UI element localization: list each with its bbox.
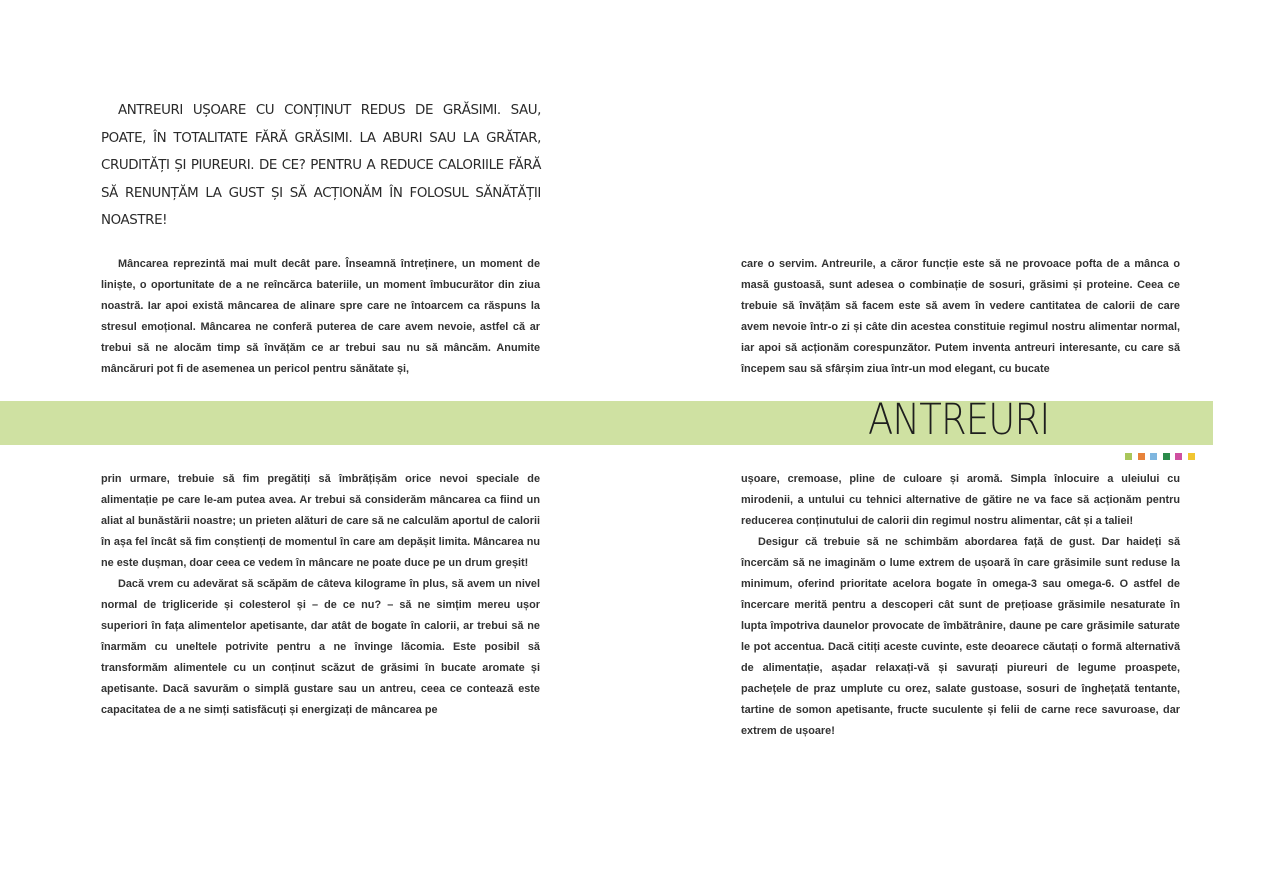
color-swatch (1138, 453, 1145, 460)
section-title: ANTREURI (868, 395, 1050, 445)
color-swatches (1125, 453, 1195, 460)
color-swatch (1175, 453, 1182, 460)
body-paragraph: Desigur că trebuie să ne schimbăm abordarea față de gust. Dar haideți să încercăm să ne imaginăm o lume extrem de ușoară în care grăsimile sunt reduse la minimum, oferind prioritate acelora bogate în omega-3 sau omega-6. O astfel de încercare merită pentru a descoperi cât sunt de prețioase grăsimile nesaturate în lupta împotriva daunelor provocate de îmbătrânire, daune pe care grăsimile saturate le pot accentua. Dacă citiți aceste cuvinte, este deoarece căutați o formă alternativă de alimentație, așadar relaxați-vă și savurați piureuri de legume proaspete, pachețele de praz umplute cu orez, salate gustoase, sosuri de înghețată tentante, tartine de somon apetisante, fructe suculente și felii de carne rece savuroase, dar extrem de ușoare! (741, 536, 1180, 737)
right-column-bottom (741, 469, 1180, 742)
body-paragraph: prin urmare, trebuie să fim pregătiți să îmbrățișăm orice nevoi speciale de alimentație pe care le-am putea avea. Ar trebui să considerăm mâncarea ca fiind un aliat al bunăstării noastre; un prieten alături de care să ne calculăm aportul de calorii în așa fel încât să fim conștienți de momentul în care am depășit limita. Mâncarea nu ne este dușman, doar ceea ce vedem în mâncare ne poate duce pe un drum greșit! (101, 473, 540, 569)
color-swatch (1163, 453, 1170, 460)
left-column-bottom (101, 469, 540, 721)
color-swatch (1188, 453, 1195, 460)
body-paragraph: ușoare, cremoase, pline de culoare și aromă. Simpla înlocuire a uleiului cu mirodenii, a untului cu tehnici alternative de gătire ne va face să acționăm pentru reducerea conținutului de calorii din regimul nostru alimentar, cât și a taliei! (741, 473, 1180, 527)
body-paragraph: Mâncarea reprezintă mai mult decât pare. Înseamnă întreținere, un moment de liniște, o oportunitate de a ne reîncărca bateriile, un moment îmbucurător din ziua noastră. Iar apoi există mâncarea de alinare spre care ne întoarcem ca răspuns la stresul emoțional. Mâncarea ne conferă puterea de care avem nevoie, astfel că ar trebui să ne alocăm timp să învățăm ce ar trebui sau nu să mâncăm. Anumite mâncăruri pot fi de asemenea un pericol pentru sănătate și, (101, 258, 540, 375)
intro-paragraph: ANTREURI UȘOARE CU CONȚINUT REDUS DE GRĂSIMI. SAU, POATE, ÎN TOTALITATE FĂRĂ GRĂSIMI. LA ABURI SAU LA GRĂTAR, CRUDITĂȚI ȘI PIUREURI. DE CE? PENTRU A REDUCE CALORIILE FĂRĂ SĂ RENUNȚĂM LA GUST ȘI SĂ ACȚIONĂM ÎN FOLOSUL SĂNĂTĂȚII NOASTRE! (101, 103, 541, 228)
color-swatch (1125, 453, 1132, 460)
color-swatch (1150, 453, 1157, 460)
right-column-top (741, 254, 1180, 380)
left-column-top (101, 254, 540, 380)
body-paragraph: care o servim. Antreurile, a căror funcție este să ne provoace pofta de a mânca o masă gustoasă, sunt adesea o combinație de sosuri, grăsimi și proteine. Ceea ce trebuie să învățăm să facem este să avem în vedere cantitatea de calorii de care avem nevoie într-o zi și câte din acestea constituie regimul nostru alimentar normal, iar apoi să acționăm corespunzător. Putem inventa antreuri interesante, cu care să începem sau să sfârșim ziua într-un mod elegant, cu bucate (741, 258, 1180, 375)
body-paragraph: Dacă vrem cu adevărat să scăpăm de câteva kilograme în plus, să avem un nivel normal de trigliceride și colesterol și – de ce nu? – să ne simțim mereu ușor superiori în fața alimentelor apetisante, dar atât de bogate în calorii, ar trebui să ne înarmăm cu uneltele potrivite pentru a ne învinge lăcomia. Este posibil să transformăm alimentele cu un conținut scăzut de grăsimi în bucate aromate și apetisante. Dacă savurăm o simplă gustare sau un antreu, ceea ce contează este capacitatea de a ne simți satisfăcuți și energizați de mâncarea pe (101, 578, 540, 716)
